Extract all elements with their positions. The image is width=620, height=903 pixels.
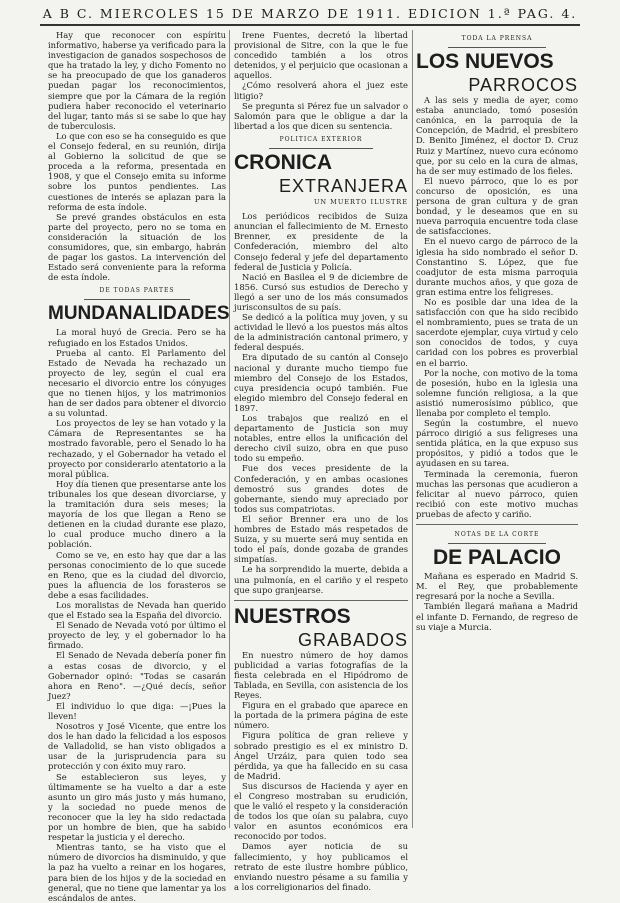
headline-second-line: PARROCOS [468, 75, 578, 96]
paragraph: Se establecieron sus leyes, y últimamente se ha vuelto a dar a este asunto un giro más justo y más humano, y la sociedad no puede menos de reconocer que la ley ha sido redactada por un hombre de bien, que ha sabido respetar la justicia y el derecho. [48, 771, 226, 843]
paragraph: Figura en el grabado que aparece en la portada de la primera página de este número. [234, 700, 408, 731]
paragraph: Hoy día tienen que presentarse ante los tribunales los que desean divorciarse, y la tramitación dura seis meses; la mayoría de los que llegan a Reno se detienen en la ciudad durante ese plazo, lo cual produce mucho dinero a la población. [48, 478, 226, 550]
paragraph: Nosotros y José Vicente, que entre los dos le han dado la felicidad a los esposos de Valladolid, se han visto obligados a usar de la jurisprudencia para su protección y con éxito muy raro. [48, 721, 226, 772]
paragraph: Como se ve, en esto hay que dar a las personas conocimiento de lo que sucede en Reno, que es la ciudad del divorcio, pues la afluencia de los forasteros se debe a esas facilidades. [48, 549, 226, 600]
paragraph: Mientras tanto, se ha visto que el número de divorcios ha disminuido, y que la paz ha vuelto a reinar en los hogares, para bien de los hijos y de la sociedad en general, que no tiene que lamentar ya los escándalos de antes. [48, 842, 226, 903]
paragraph: El Senado de Nevada debería poner fin a estas cosas de divorcio, y el Gobernador opinó: "Todas se casarán ahora en Reno". —¿Qué decís, señor Juez? [48, 650, 226, 701]
paragraph: A las seis y media de ayer, como estaba anunciado, tomó posesión canónica, en la parroquia de la Concepción, de Madrid, el presbítero D. Benito Jiménez, el doctor D. Cruz Ruiz y Martínez, nuevo cura ecónomo que, por su celo en la cura de almas, ha de ser muy estimado de los fieles. [416, 95, 578, 176]
paragraph: Por la noche, con motivo de la toma de posesión, hubo en la iglesia una solemne función religiosa, a la que asistió numerosísimo público, que llenaba por completo el templo. [416, 367, 578, 418]
headline: DE PALACIO [433, 546, 561, 570]
column-divider [229, 30, 230, 828]
paragraph: En el nuevo cargo de párroco de la iglesia ha sido nombrado el señor D. Constantino S. López, que fue coadjutor de esta misma parroquia durante muchos años, y que goza de gran estima entre los feligreses. [416, 236, 578, 297]
paragraph: Los trabajos que realizó en el departamento de Justicia son muy notables, entre ellos la unificación del derecho civil suizo, obra en que puso todo su empeño. [234, 413, 408, 464]
paragraph: ¿Cómo resolverá ahora el juez este litigio? [234, 80, 408, 101]
column-divider [412, 30, 413, 828]
paragraph: Mañana es esperado en Madrid S. M. el Rey, que probablemente regresará por la noche a Sevilla. [416, 571, 578, 602]
paragraph: El señor Brenner era uno de los hombres de Estado más respetados de Suiza, y su muerte será muy sentida en todo el país, donde gozaba de grandes simpatías. [234, 513, 408, 565]
headline: CRONICA [234, 151, 332, 175]
paragraph: Los moralistas de Nevada han querido que el Estado sea la España del divorcio. [48, 599, 226, 621]
subheadline: UN MUERTO ILUSTRE [313, 198, 408, 207]
kicker-rule [269, 148, 373, 149]
section-kicker: NOTAS DE LA CORTE [454, 531, 540, 539]
kicker-rule [84, 299, 191, 300]
paragraph: También llegará mañana a Madrid el infante D. Fernando, de regreso de su viaje a Murcia. [416, 601, 578, 632]
headline: MUNDANALIDADES [48, 303, 230, 325]
column-2 [234, 30, 408, 892]
paragraph: El nuevo párroco, que lo es por concurso de oposición, es una persona de gran cultura y de gran bondad, y le deseamos que en su nueva parroquia encuentre toda clase de satisfacciones. [416, 175, 578, 237]
section-separator [234, 600, 408, 601]
paragraph: Sus discursos de Hacienda y ayer en el Congreso mostraban su erudición, que le valió el respeto y la consideración de todos los que oían su palabra, cuyo valor en asuntos económicos era reconocido por todos. [234, 780, 408, 842]
paragraph: Se dedicó a la política muy joven, y su actividad le llevó a los puestos más altos de la administración cantonal primero, y federal después. [234, 312, 408, 353]
column-3 [416, 30, 578, 830]
masthead-rule [40, 24, 580, 26]
kicker-rule [448, 543, 545, 544]
paragraph: El Senado de Nevada votó por último el proyecto de ley, y el gobernador lo ha firmado. [48, 620, 226, 651]
paragraph: Damos ayer noticia de su fallecimiento, y hoy publicamos el retrato de este ilustre hombre público, enviando nuestro pésame a su familia y a los correligionarios del finado. [234, 841, 408, 892]
paragraph: Se pregunta si Pérez fue un salvador o Salomón para que le obligue a dar la libertad a los que dicen su sentencia. [234, 100, 408, 131]
paragraph: Era diputado de su cantón al Consejo nacional y durante mucho tiempo fue miembro del Consejo de los Estados, cuya presidencia ocupó también. Fue elegido miembro del Consejo federal en 1897. [234, 352, 408, 413]
paragraph: Los periódicos recibidos de Suiza anuncian el fallecimiento de M. Ernesto Brenner, ex presidente de la Confederación, miembro del alto Consejo federal y jefe del departamento federal de Justicia y Policía. [234, 211, 408, 272]
paragraph: Nació en Basilea el 9 de diciembre de 1856. Cursó sus estudios de Derecho y llegó a ser uno de los más consumados jurisconsultos de su país. [234, 271, 408, 312]
headline-second-line: EXTRANJERA [278, 176, 408, 197]
column-1 [48, 30, 230, 903]
paragraph: Según la costumbre, el nuevo párroco dirigió a sus feligreses una sentida plática, en la que expuso sus propósitos, y pidió a todos que le ayudasen en su tarea. [416, 418, 578, 469]
paragraph: Hay que reconocer con espíritu informativo, haberse ya verificado para la investigacion de ganados sospechosos de que ha tratado la ley, y dicho Fomento no se ha preocupado de que los ganaderos puedan pagar los reconocimientos, siempre que por la Cámara de la región pudiera haber reconocido el veterinario del lugar, tanto más si se sabe lo que hay de tuberculosis. [48, 30, 226, 131]
section-kicker: POLITICA EXTERIOR [279, 135, 363, 143]
paragraph: Terminada la ceremonia, fueron muchas las personas que acudieron a felicitar al nuevo párroco, quien recibió con este motivo muchas pruebas de afecto y cariño. [416, 468, 578, 519]
paragraph: En nuestro número de hoy damos publicidad a varias fotografías de la fiesta celebrada en el Hipódromo de Tablada, en Sevilla, con asistencia de los Reyes. [234, 649, 408, 701]
paragraph: Se prevé grandes obstáculos en esta parte del proyecto, pero no se toma en consideración la situación de los consumidores, que, sin embargo, habrán de pagar los gastos. La intervención del Estado será conveniente para la reforma de esta índole. [48, 211, 226, 283]
paragraph: Los proyectos de ley se han votado y la Cámara de Representantes se ha mostrado favorable, pero el Senado lo ha rechazado, y el Gobernador ha vetado el proyecto por considerarlo atentatorio a la moral pública. [48, 418, 226, 479]
paragraph: No es posible dar una idea de la satisfacción con que ha sido recibido el nombramiento, pues se trata de un sacerdote ejemplar, cuya virtud y celo son conocidos de todos, y cuya caridad con los pobres es proverbial en el barrio. [416, 296, 578, 368]
masthead: A B C. MIERCOLES 15 DE MARZO DE 1911. EDICION 1.ª PAG. 4. [42, 6, 578, 21]
paragraph: Lo que con eso se ha conseguido es que el Consejo federal, en su reunión, dirija al Gobierno la solicitud de que se proceda a la reforma, presentada en 1908, y que el Consejo emita su informe sobre los puntos pendientes. Las cuestiones de interés se aplazan para la reforma de esta índole. [48, 130, 226, 212]
headline-second-line: GRABADOS [297, 629, 408, 650]
paragraph: Le ha sorprendido la muerte, debida a una pulmonía, en el cariño y el respeto que supo granjearse. [234, 564, 408, 595]
paragraph: Fue dos veces presidente de la Confederación, y en ambas ocasiones demostró sus grandes dotes de gobernante, siendo muy apreciado por todos sus compatriotas. [234, 463, 408, 514]
section-kicker: TODA LA PRENSA [461, 35, 533, 42]
section-separator [416, 524, 578, 525]
headline: LOS NUEVOS [416, 50, 554, 74]
paragraph: Figura política de gran relieve y sobrado prestigio es el ex ministro D. Ángel Urzáiz, para quien todo sea pérdida, ya que ha fallecido en su casa de Madrid. [234, 730, 408, 781]
paragraph: Prueba al canto. El Parlamento del Estado de Nevada ha rechazado un proyecto de ley, según el cual era necesario el divorcio entre los cónyuges que no tienen hijos, y los matrimonios han de ser dados para obtener el divorcio a su voluntad. [48, 347, 226, 419]
kicker-rule [448, 47, 545, 48]
section-kicker: DE TODAS PARTES [99, 287, 175, 295]
headline: NUESTROS [234, 604, 351, 628]
paragraph: Irene Fuentes, decretó la libertad provisional de Sitre, con la que le fue concedido también a los otros detenidos, y el perjuicio que ocasionan a aquellos. [234, 30, 408, 81]
paragraph: El individuo lo que diga: —¡Pues la lleven! [48, 700, 226, 721]
paragraph: La moral huyó de Grecia. Pero se ha refugiado en los Estados Unidos. [48, 327, 226, 348]
